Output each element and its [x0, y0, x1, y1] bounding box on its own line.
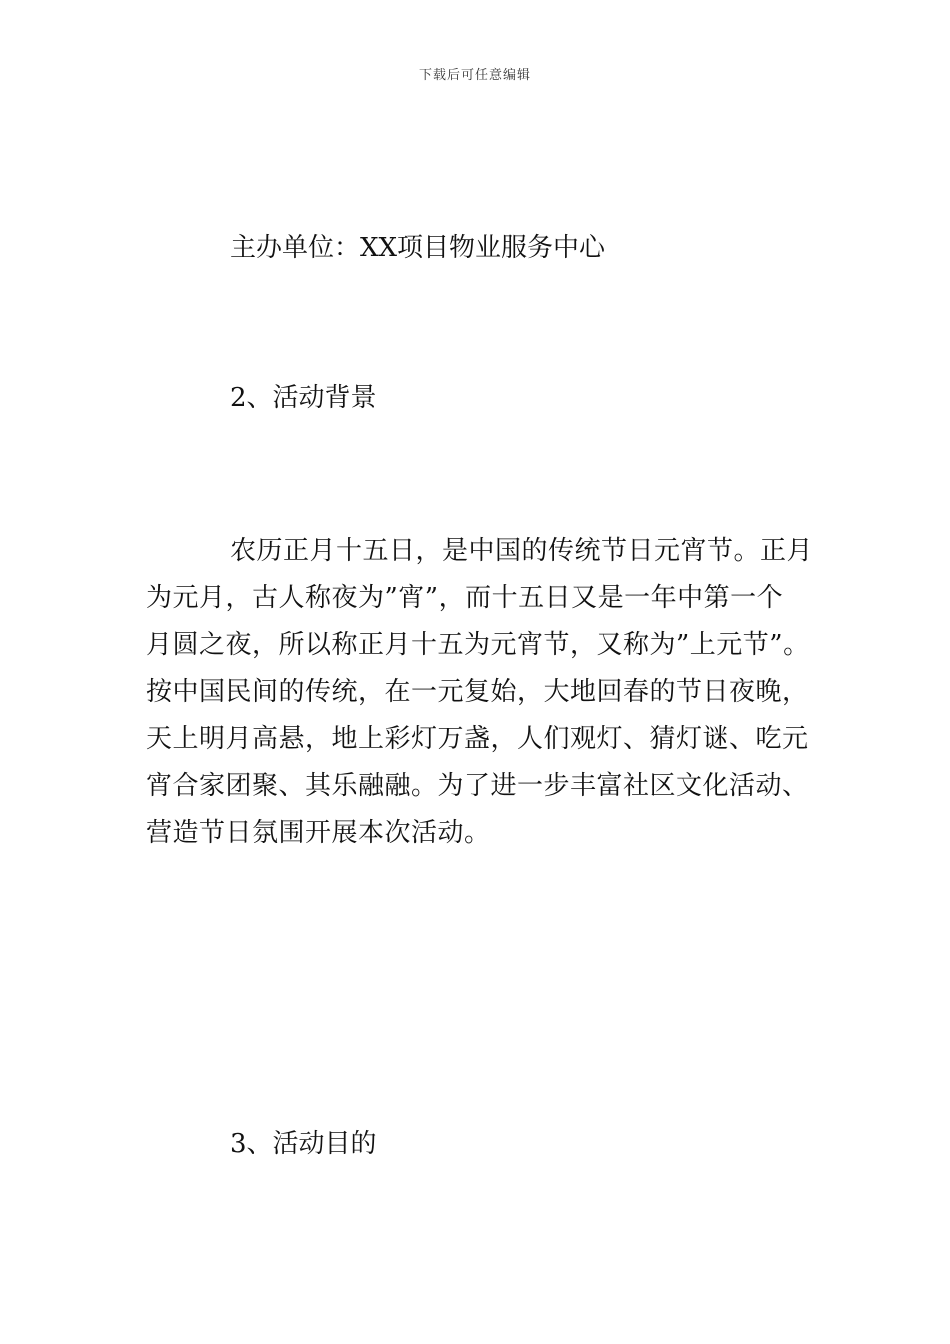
- paragraph-line: 按中国民间的传统，在一元复始，大地回春的节日夜晚，: [146, 677, 809, 707]
- paragraph-line: 为元月，古人称夜为”宵”，而十五日又是一年中第一个: [146, 583, 784, 613]
- paragraph-line: 天上明月高悬，地上彩灯万盏，人们观灯、猜灯谜、吃元: [146, 724, 809, 754]
- paragraph-line: 宵合家团聚、其乐融融。为了进一步丰富社区文化活动、: [146, 771, 809, 801]
- page-header-note: 下载后可任意编辑: [418, 68, 531, 83]
- paragraph-line: 农历正月十五日，是中国的传统节日元宵节。正月: [230, 536, 814, 566]
- section-heading-background: 2、活动背景: [230, 383, 377, 413]
- paragraph-line: 营造节日氛围开展本次活动。: [146, 818, 491, 848]
- organizer-line: 主办单位：XX项目物业服务中心: [230, 233, 606, 263]
- section-heading-purpose: 3、活动目的: [230, 1129, 377, 1159]
- background-paragraph: [146, 528, 846, 857]
- paragraph-line: 月圆之夜，所以称正月十五为元宵节，又称为”上元节”。: [146, 630, 810, 660]
